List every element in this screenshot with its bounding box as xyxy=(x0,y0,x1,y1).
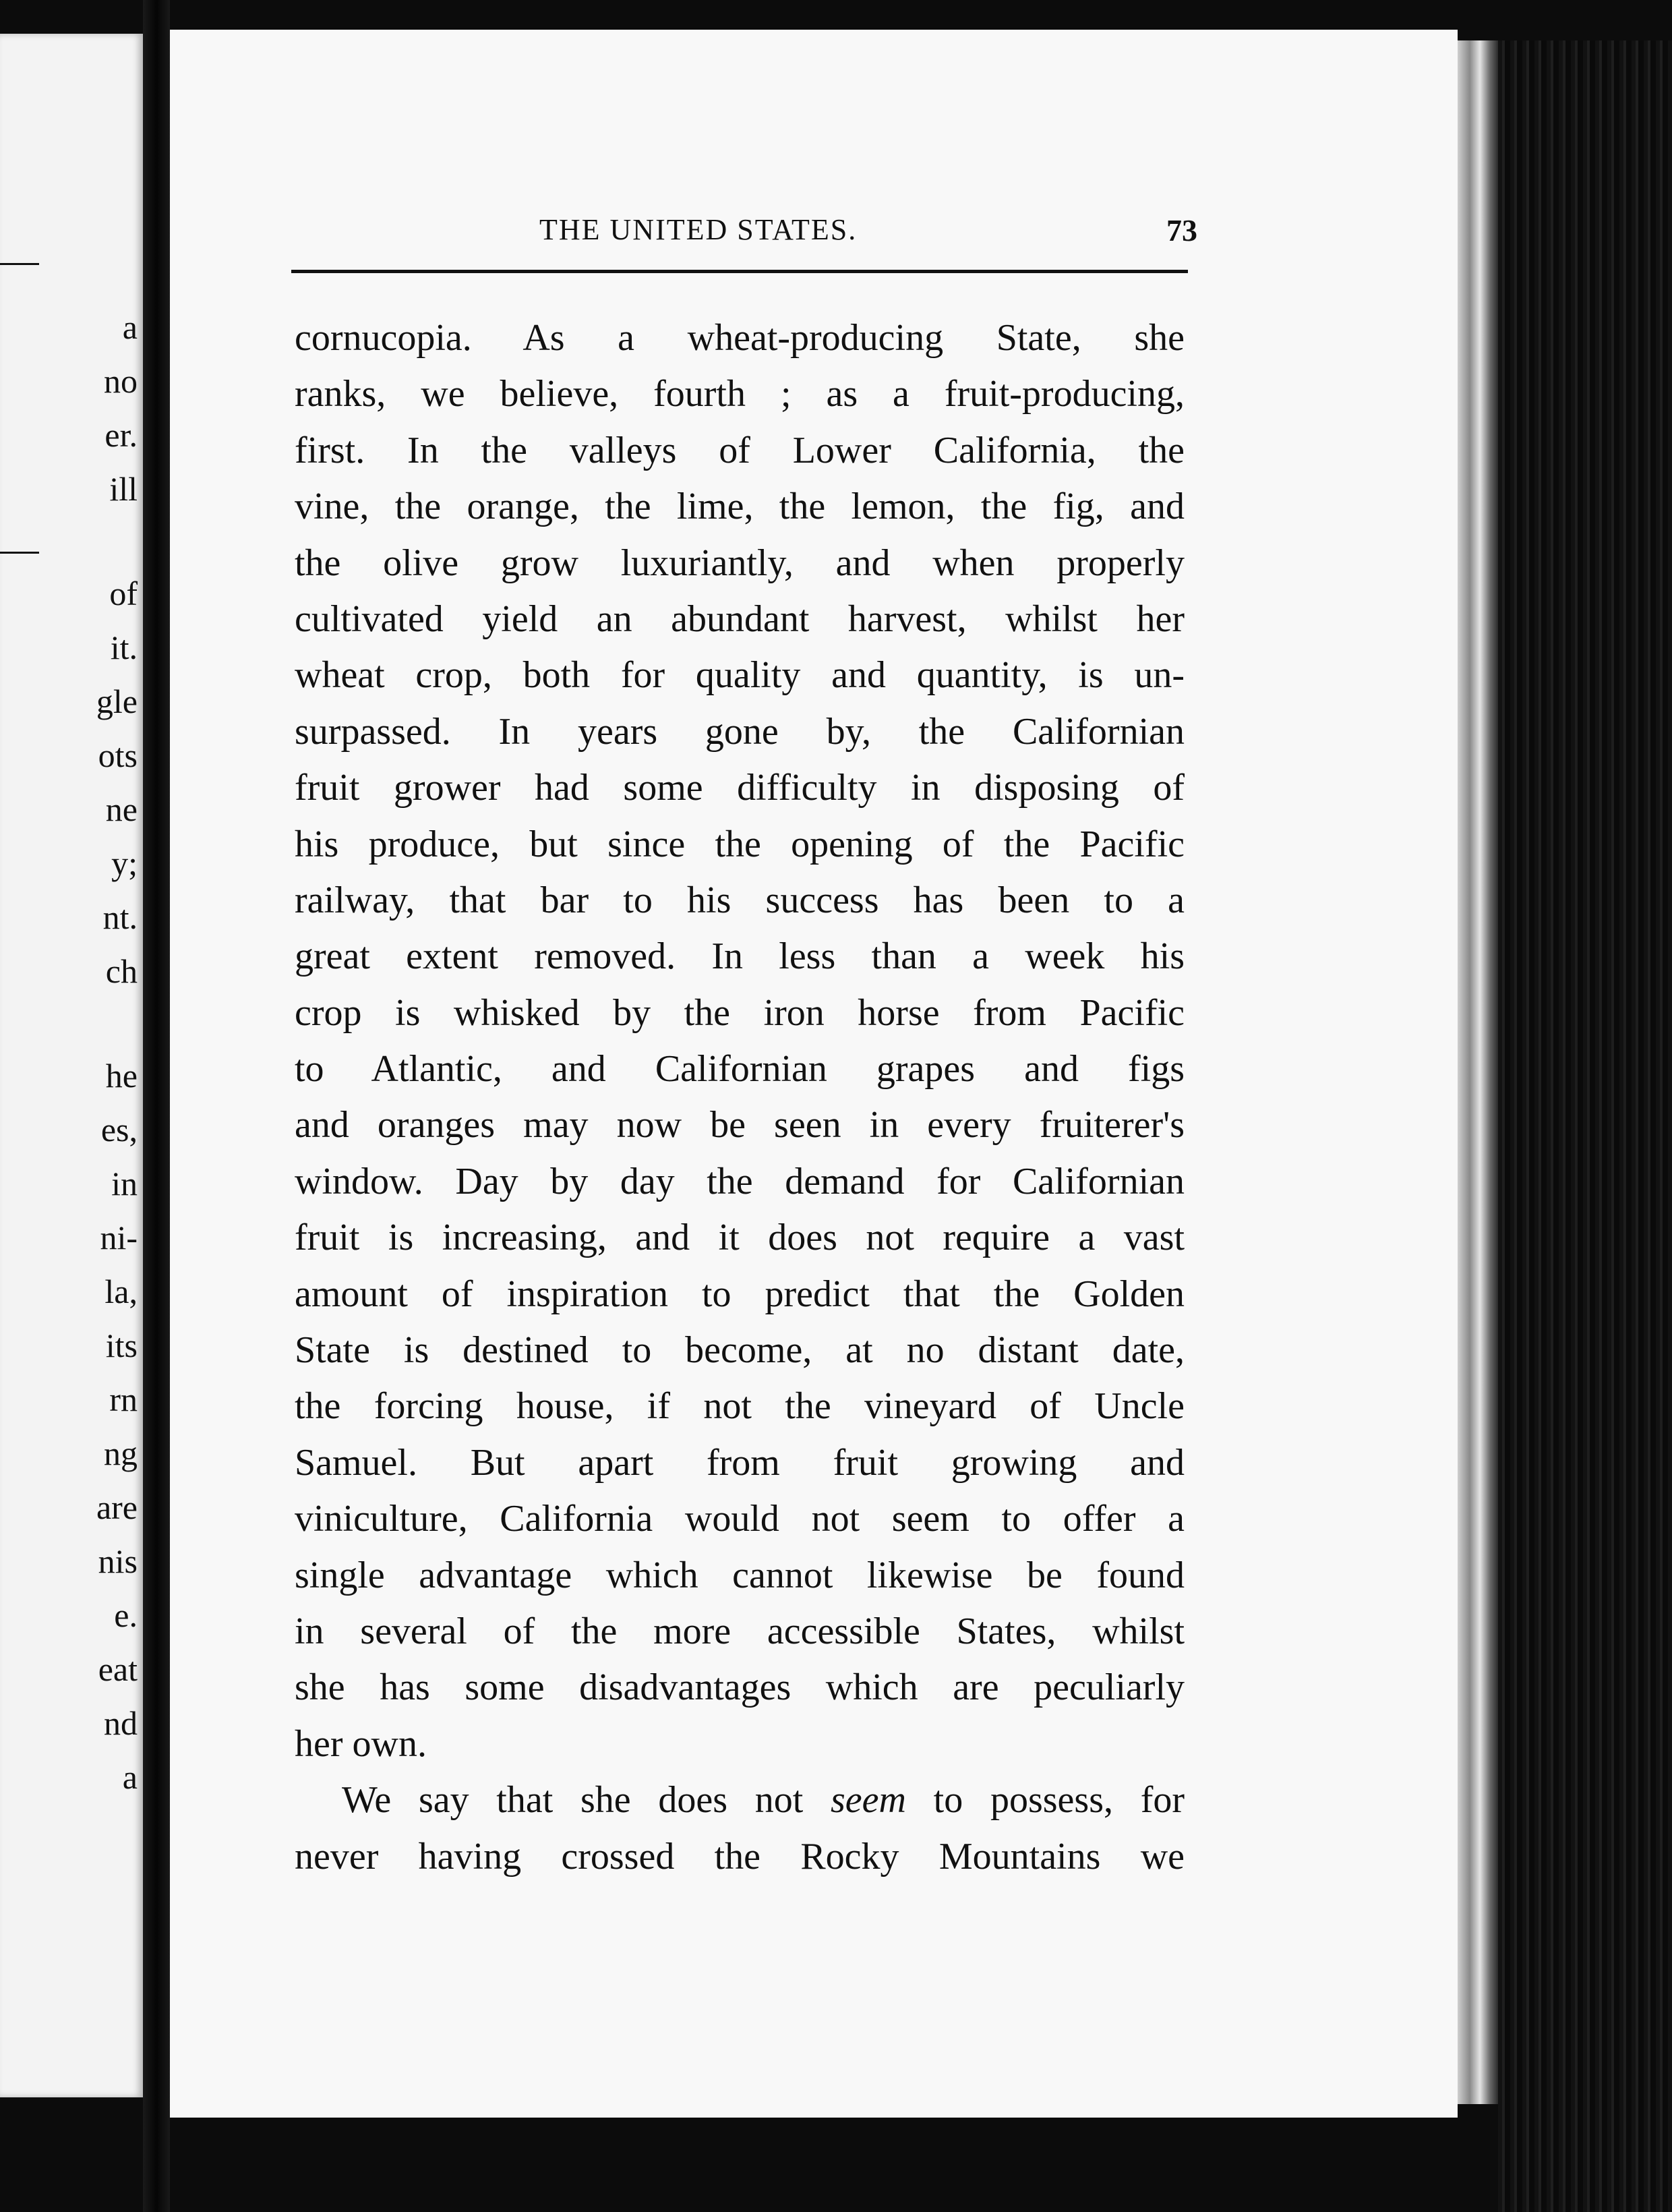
text-line: surpassed. In years gone by, the Californian xyxy=(295,710,1185,753)
text-line: first. In the valleys of Lower California, the xyxy=(295,429,1185,471)
left-page-fragment: ne xyxy=(105,790,138,828)
left-page-rule xyxy=(0,263,39,265)
text-line: to Atlantic, and Californian grapes and figs xyxy=(295,1048,1185,1090)
left-page-fragment: nd xyxy=(104,1704,138,1742)
text-span: We say that she does not xyxy=(342,1779,831,1822)
text-line: vine, the orange, the lime, the lemon, the fig, and xyxy=(295,486,1185,528)
text-line: his produce, but since the opening of the Pacific xyxy=(295,823,1185,865)
left-page-fragment: nis xyxy=(98,1542,138,1580)
left-page-fragment: ch xyxy=(105,952,138,990)
text-span: to possess, for xyxy=(905,1779,1185,1822)
header-rule xyxy=(291,270,1188,273)
text-line xyxy=(295,1772,1185,1828)
left-page-fragment: ots xyxy=(98,736,138,774)
text-line: single advantage which cannot likewise be found xyxy=(295,1554,1185,1596)
text-line: great extent removed. In less than a week his xyxy=(295,935,1185,978)
left-page-fragment: er. xyxy=(104,416,138,454)
left-page-fragment: es, xyxy=(100,1111,138,1148)
left-page-fragment: he xyxy=(105,1057,138,1095)
text-line: Samuel. But apart from fruit growing and xyxy=(295,1441,1185,1484)
text-line: the olive grow luxuriantly, and when properly xyxy=(295,542,1185,584)
page-edges xyxy=(1458,40,1498,2104)
text-line: amount of inspiration to predict that the Golden xyxy=(295,1273,1185,1315)
left-page-rule xyxy=(0,552,39,554)
left-page-fragment: y; xyxy=(111,844,138,882)
left-page-fragment: rn xyxy=(109,1380,138,1418)
text-line: State is destined to become, at no distant date, xyxy=(295,1329,1185,1372)
left-page-fragment: e. xyxy=(114,1596,138,1634)
text-line: fruit is increasing, and it does not require a vast xyxy=(295,1217,1185,1259)
left-page-fragment: gle xyxy=(96,682,138,720)
left-page-fragment: ng xyxy=(104,1434,138,1472)
text-line: she has some disadvantages which are peculiarly xyxy=(295,1666,1185,1709)
text-line: crop is whisked by the iron horse from Pacific xyxy=(295,991,1185,1034)
book-gutter xyxy=(143,0,170,2212)
running-title: THE UNITED STATES. xyxy=(539,213,858,246)
text-line: the forcing house, if not the vineyard of Uncle xyxy=(295,1385,1185,1428)
body-text xyxy=(295,310,1185,1885)
text-line: in several of the more accessible States, whilst xyxy=(295,1610,1185,1652)
emphasis-text: seem xyxy=(831,1779,906,1822)
text-line: railway, that bar to his success has been to a xyxy=(295,879,1185,921)
left-page-fragment: of xyxy=(109,575,138,612)
left-page-fragment: la, xyxy=(104,1273,138,1310)
text-line: and oranges may now be seen in every fruiterer's xyxy=(295,1104,1185,1146)
left-page-fragment: a xyxy=(122,308,138,346)
left-page-fragment: eat xyxy=(98,1650,138,1688)
paragraph-1 xyxy=(295,310,1185,1772)
text-line: fruit grower had some difficulty in disposing of xyxy=(295,767,1185,809)
left-page-fragment: no xyxy=(104,362,138,400)
left-page-fragment: are xyxy=(96,1488,138,1526)
left-page-fragment: its xyxy=(105,1327,138,1364)
left-page-fragment: a xyxy=(122,1758,138,1796)
text-line: viniculture, California would not seem to offer a xyxy=(295,1498,1185,1540)
facing-page-left xyxy=(0,34,143,2097)
left-page-fragment: it. xyxy=(110,629,138,666)
paragraph-2 xyxy=(295,1772,1185,1885)
left-page-fragment: ni- xyxy=(100,1219,138,1256)
text-line: ranks, we believe, fourth ; as a fruit-producing, xyxy=(295,373,1185,415)
left-page-fragment: in xyxy=(111,1165,138,1202)
text-line: her own. xyxy=(295,1722,427,1765)
text-line: cultivated yield an abundant harvest, whilst her xyxy=(295,598,1185,640)
book-block-edge xyxy=(1498,40,1672,2212)
left-page-fragment: ill xyxy=(109,470,138,508)
left-page-fragment: nt. xyxy=(102,898,138,936)
page-number: 73 xyxy=(1166,213,1197,248)
text-line: wheat crop, both for quality and quantity, is un- xyxy=(295,654,1185,697)
text-line: window. Day by day the demand for Californian xyxy=(295,1160,1185,1202)
text-line: never having crossed the Rocky Mountains we xyxy=(295,1835,1185,1878)
text-line: cornucopia. As a wheat-producing State, she xyxy=(295,317,1185,359)
